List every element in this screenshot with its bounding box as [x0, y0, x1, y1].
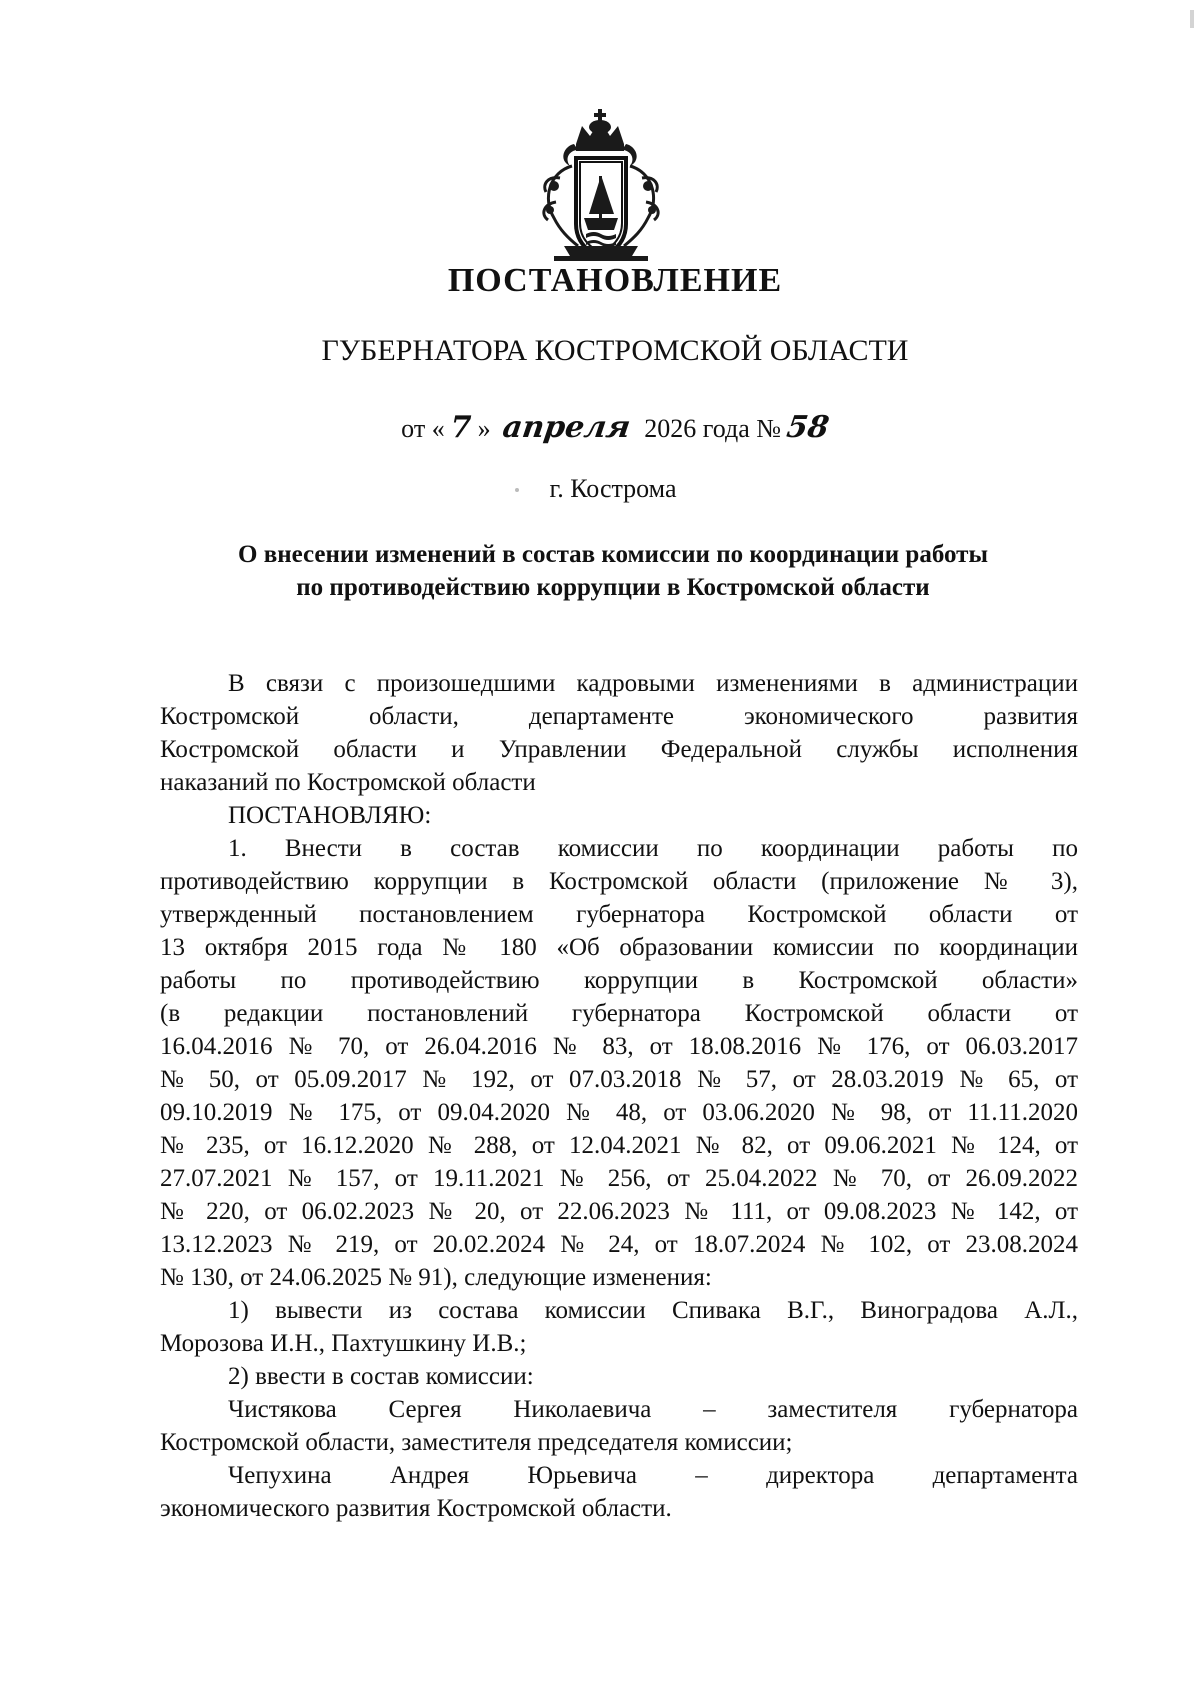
preamble-line: Костромской области и Управлении Федеральной службы исполнения: [160, 736, 1078, 763]
member1-line: Чистякова Сергея Николаевича – заместителя губернатора: [228, 1396, 1078, 1423]
scan-artifact: [1190, 10, 1194, 28]
item1-line: 09.10.2019 № 175, от 09.04.2020 № 48, от 03.06.2020 № 98, от 11.11.2020: [160, 1099, 1078, 1126]
item1-line: № 220, от 06.02.2023 № 20, от 22.06.2023 № 111, от 09.08.2023 № 142, от: [160, 1198, 1078, 1225]
item1-line: 13 октября 2015 года № 180 «Об образовании комиссии по координации: [160, 934, 1078, 961]
heading-line: по противодействию коррупции в Костромской области: [296, 574, 930, 601]
handwritten-number: 58: [784, 410, 832, 445]
item1-line: № 235, от 16.12.2020 № 288, от 12.04.2021 № 82, от 09.06.2021 № 124, от: [160, 1132, 1078, 1159]
coat-of-arms-icon: [534, 106, 684, 266]
preamble-line: наказаний по Костромской области: [160, 769, 536, 796]
member2-line: экономического развития Костромской области.: [160, 1495, 672, 1522]
heading-line: О внесении изменений в состав комиссии по координации работы: [238, 541, 988, 568]
document-body: [160, 667, 1078, 1525]
member1-line: Костромской области, заместителя председателя комиссии;: [160, 1429, 793, 1456]
item1-line: 1. Внести в состав комиссии по координации работы по: [228, 835, 1078, 862]
member2-line: Чепухина Андрея Юрьевича – директора департамента: [228, 1462, 1078, 1489]
item1-line: работы по противодействию коррупции в Костромской области»: [160, 967, 1078, 994]
item1-line: № 130, от 24.06.2025 № 91), следующие изменения:: [160, 1264, 712, 1291]
date-prefix: от «: [401, 414, 445, 443]
date-year: 2026 года №: [644, 414, 782, 443]
document-issuer: ГУБЕРНАТОРА КОСТРОМСКОЙ ОБЛАСТИ: [321, 334, 909, 367]
date-mid: »: [477, 414, 491, 443]
document-heading: [0, 538, 1200, 604]
item1-line: противодействию коррупции в Костромской области (приложение № 3),: [160, 868, 1078, 895]
preamble-line: Костромской области, департаменте экономического развития: [160, 703, 1078, 730]
item1-line: 16.04.2016 № 70, от 26.04.2016 № 83, от 18.08.2016 № 176, от 06.03.2017: [160, 1033, 1078, 1060]
subitem1-line: 1) вывести из состава комиссии Спивака В.Г., Виноградова А.Л.,: [228, 1297, 1078, 1324]
item1-line: утвержденный постановлением губернатора Костромской области от: [160, 901, 1078, 928]
city-line: г. Кострома: [549, 474, 677, 503]
handwritten-month: апреля: [500, 410, 633, 445]
coat-of-arms-emblem: [534, 106, 684, 266]
item1-line: № 50, от 05.09.2017 № 192, от 07.03.2018 № 57, от 28.03.2019 № 65, от: [160, 1066, 1078, 1093]
decree-word: ПОСТАНОВЛЯЮ:: [228, 802, 432, 829]
date-line: [0, 410, 1200, 445]
subitem2-intro: 2) ввести в состав комиссии:: [228, 1363, 534, 1390]
document-title: ПОСТАНОВЛЕНИЕ: [447, 262, 783, 299]
handwritten-day: 7: [450, 410, 472, 445]
item1-line: 27.07.2021 № 157, от 19.11.2021 № 256, от 25.04.2022 № 70, от 26.09.2022: [160, 1165, 1078, 1192]
item1-line: (в редакции постановлений губернатора Костромской области от: [160, 1000, 1078, 1027]
subitem1-line: Морозова И.Н., Пахтушкину И.В.;: [160, 1330, 527, 1357]
preamble-line: В связи с произошедшими кадровыми изменениями в администрации: [228, 670, 1078, 697]
item1-line: 13.12.2023 № 219, от 20.02.2024 № 24, от 18.07.2024 № 102, от 23.08.2024: [160, 1231, 1078, 1258]
